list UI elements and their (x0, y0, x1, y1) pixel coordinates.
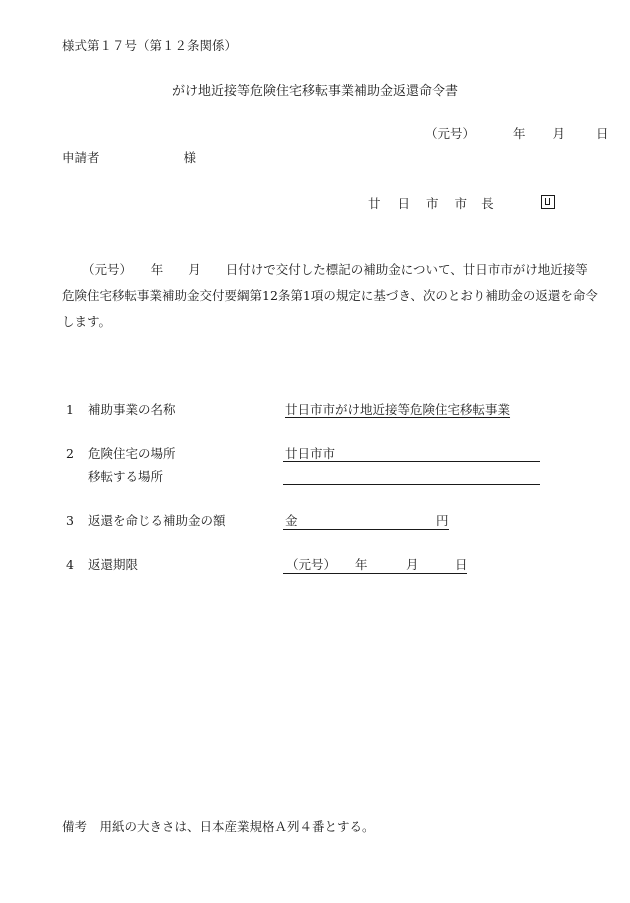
deadline-era: （元号） (286, 557, 337, 572)
item-number: 2 (66, 446, 74, 461)
relocation-location-line (283, 484, 540, 485)
issue-date-year: 年 (513, 126, 526, 141)
item-number: 4 (66, 557, 74, 572)
mayor-title (368, 198, 494, 211)
mayor-char: 日 (397, 196, 411, 211)
mayor-char: 廿 (368, 196, 381, 211)
deadline-year: 年 (355, 557, 368, 572)
body-line: します。 (62, 314, 112, 329)
body-line: （元号） 年 月 日付けで交付した標記の補助金について、廿日市市がけ地近接等 (82, 262, 588, 277)
issue-date (425, 128, 609, 141)
deadline-month: 月 (406, 557, 419, 572)
item-number: 1 (66, 402, 74, 417)
applicant-honorific: 様 (183, 150, 197, 165)
refund-amount-line (283, 529, 449, 530)
refund-amount-prefix: 金 (285, 513, 298, 528)
item-number: 3 (66, 513, 74, 528)
dangerous-house-location-value: 廿日市市 (285, 446, 336, 461)
mayor-char: 市 (426, 196, 439, 211)
form-number: 様式第１７号（第１２条関係） (62, 38, 238, 53)
issue-date-day: 日 (596, 126, 609, 141)
applicant-label: 申請者 (62, 150, 100, 165)
issue-date-era: （元号） (425, 126, 476, 141)
item-label: 返還を命じる補助金の額 (88, 513, 226, 528)
project-name-value: 廿日市市がけ地近接等危険住宅移転事業 (285, 402, 511, 417)
official-seal-icon (541, 195, 555, 209)
item-label: 補助事業の名称 (88, 402, 176, 417)
mayor-char: 長 (481, 196, 494, 211)
item-label: 返還期限 (88, 557, 139, 572)
deadline-day: 日 (455, 557, 468, 572)
document-title: がけ地近接等危険住宅移転事業補助金返還命令書 (171, 84, 458, 99)
issue-date-month: 月 (552, 126, 566, 141)
remarks-note: 備考 用紙の大きさは、日本産業規格Ａ列４番とする。 (62, 819, 375, 834)
item-sub-label: 移転する場所 (88, 469, 164, 484)
refund-amount-suffix: 円 (436, 513, 449, 528)
item-label: 危険住宅の場所 (88, 446, 176, 461)
applicant (62, 152, 196, 165)
mayor-char: 市 (454, 196, 468, 211)
body-paragraph (62, 257, 598, 335)
dangerous-house-location-line (283, 461, 540, 462)
deadline-line (283, 573, 467, 574)
body-line: 危険住宅移転事業補助金交付要綱第12条第1項の規定に基づき、次のとおり補助金の返還を命令 (62, 288, 598, 303)
